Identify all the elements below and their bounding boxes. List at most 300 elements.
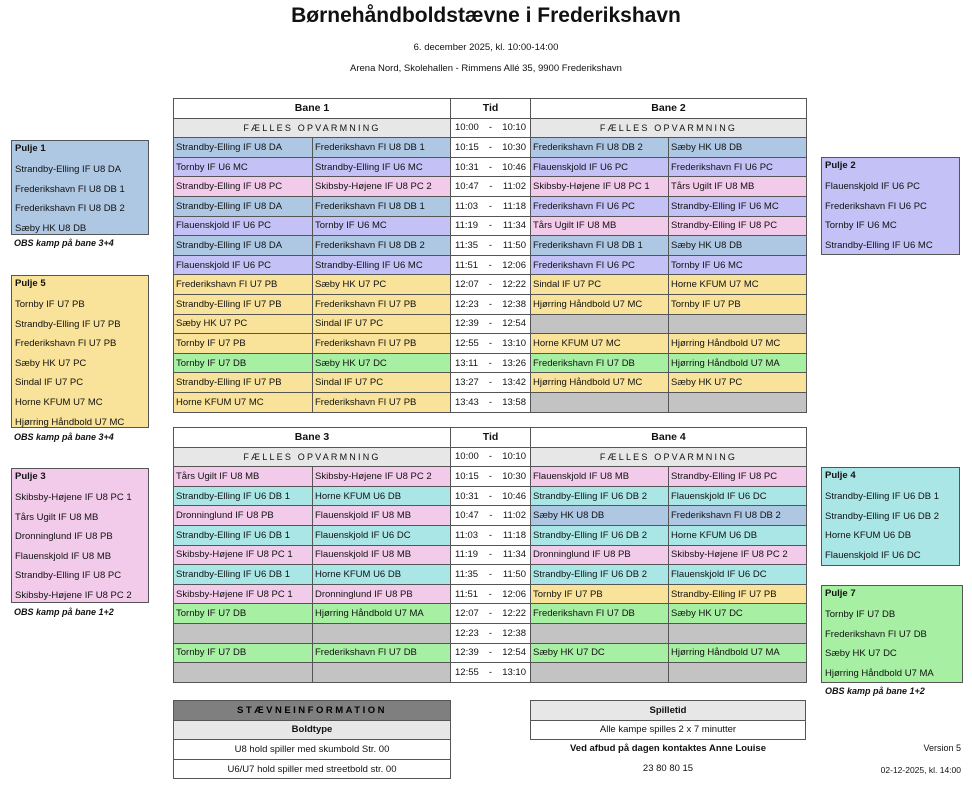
match-row [174, 314, 807, 334]
warmup-label: FÆLLES OPVARMNING [174, 447, 451, 467]
team-cell: Tornby IF U7 DB [174, 353, 313, 373]
time-start: 13:43 [455, 396, 479, 408]
pool-team: Frederikshavn FI U7 DB [825, 628, 927, 640]
team-cell: Flauenskjold IF U6 PC [531, 157, 669, 177]
time-cell [451, 157, 531, 177]
time-sep: - [488, 200, 493, 212]
event-info-table [173, 700, 451, 779]
pool-team: Strandby-Elling IF U6 MC [825, 239, 933, 251]
court-header-bane-4: Bane 4 [531, 428, 807, 448]
pool-title: Pulje 4 [825, 470, 856, 481]
schedule-table-bane-1-2 [173, 98, 807, 413]
pool-title: Pulje 2 [825, 160, 856, 171]
time-cell [451, 584, 531, 604]
time-cell [451, 643, 531, 663]
match-row [174, 486, 807, 506]
team-cell: Sindal IF U7 PC [531, 275, 669, 295]
team-cell: Skibsby-Højene IF U8 PC 1 [174, 545, 313, 565]
team-cell: Frederikshavn FI U8 DB 1 [313, 138, 451, 158]
time-end: 11:02 [502, 181, 526, 193]
team-cell: Frederikshavn FI U7 PB [313, 392, 451, 412]
time-end: 12:38 [502, 298, 526, 310]
team-cell: Tornby IF U6 MC [313, 216, 451, 236]
time-start: 10:15 [455, 470, 479, 482]
page-title: Børnehåndboldstævne i Frederikshavn [291, 4, 681, 27]
time-start: 12:39 [455, 647, 479, 659]
match-row [174, 177, 807, 197]
time-end: 11:18 [502, 529, 526, 541]
team-cell: Dronninglund IF U8 PB [174, 506, 313, 526]
team-cell: Frederikshavn FI U6 PC [669, 157, 807, 177]
pool-team: Horne KFUM U7 MC [15, 396, 103, 408]
warmup-row [174, 447, 807, 467]
team-cell: Frederikshavn FI U7 DB [531, 604, 669, 624]
team-cell: Hjørring Håndbold U7 MC [531, 294, 669, 314]
pool-team: Strandby-Elling IF U6 DB 1 [825, 491, 940, 502]
warmup-time [451, 447, 531, 467]
match-row [174, 467, 807, 487]
time-start: 11:03 [455, 200, 479, 212]
team-cell: Sæby HK U8 DB [531, 506, 669, 526]
time-start: 12:07 [455, 279, 479, 291]
team-cell: Dronninglund IF U8 PB [313, 584, 451, 604]
pool-box-pulje-2 [821, 157, 960, 255]
pool-title: Pulje 7 [825, 588, 856, 599]
play-time-table [530, 700, 806, 740]
time-sep: - [488, 490, 493, 502]
time-start: 11:51 [455, 588, 479, 600]
time-cell [451, 545, 531, 565]
pool-team: Strandby-Elling IF U8 PC [15, 570, 122, 582]
time-cell [451, 506, 531, 526]
match-row [174, 275, 807, 295]
pool-team: Flauenskjold IF U6 PC [825, 181, 921, 192]
time-end: 11:50 [502, 239, 526, 251]
time-sep: - [488, 298, 493, 310]
team-cell: Sæby HK U7 PC [669, 373, 807, 393]
pool-team: Skibsby-Højene IF U8 PC 2 [15, 589, 132, 601]
event-date: 6. december 2025, kl. 10:00-14:00 [413, 42, 559, 53]
team-cell: Sæby HK U7 DC [669, 604, 807, 624]
team-cell: Strandby-Elling IF U8 PC [669, 216, 807, 236]
pool-title: Pulje 3 [15, 471, 46, 482]
time-end: 10:46 [502, 490, 526, 502]
court-header-bane-3: Bane 3 [174, 428, 451, 448]
team-cell [174, 623, 313, 643]
time-cell [451, 196, 531, 216]
team-cell: Tornby IF U7 DB [174, 604, 313, 624]
pool-title: Pulje 5 [15, 278, 46, 289]
team-cell: Flauenskjold IF U6 DC [313, 525, 451, 545]
pool-team: Strandby-Elling IF U8 DA [15, 164, 122, 175]
team-cell: Frederikshavn FI U7 PB [174, 275, 313, 295]
version-label: Version 5 [923, 743, 961, 753]
time-cell [451, 565, 531, 585]
team-cell [531, 314, 669, 334]
team-cell: Horne KFUM U6 DB [669, 525, 807, 545]
play-time-header: Spilletid [531, 701, 806, 721]
team-cell: Strandby-Elling IF U7 PB [174, 373, 313, 393]
team-cell: Strandby-Elling IF U6 MC [313, 157, 451, 177]
time-start: 12:55 [455, 666, 479, 678]
pool-team: Frederikshavn FI U8 DB 1 [15, 183, 125, 195]
team-cell: Strandby-Elling IF U6 DB 2 [531, 525, 669, 545]
pool-title: Pulje 1 [15, 143, 46, 154]
time-sep: - [488, 357, 492, 369]
team-cell: Sæby HK U8 DB [669, 236, 807, 256]
contact-text: Ved afbud på dagen kontaktes Anne Louise [569, 743, 767, 754]
time-start: 11:35 [455, 239, 479, 251]
pool-team: Strandby-Elling IF U6 DB 2 [825, 510, 940, 522]
time-start: 11:19 [455, 549, 479, 561]
time-sep: - [488, 647, 493, 659]
pool-team: Tornby IF U6 MC [825, 220, 897, 232]
team-cell: Strandby-Elling IF U6 DB 1 [174, 525, 313, 545]
time-cell [451, 216, 531, 236]
team-cell: Strandby-Elling IF U8 DA [174, 138, 313, 158]
team-cell: Horne KFUM U7 MC [174, 392, 313, 412]
team-cell: Flauenskjold IF U6 PC [174, 216, 313, 236]
time-end: 11:50 [502, 568, 526, 580]
pool-note-pulje-7: OBS kamp på bane 1+2 [825, 686, 925, 696]
team-cell: Hjørring Håndbold U7 MA [669, 643, 807, 663]
team-cell: Strandby-Elling IF U7 PB [669, 584, 807, 604]
time-end: 13:42 [502, 377, 526, 389]
time-end: 12:54 [502, 318, 526, 330]
pool-team: Sæby HK U7 PC [15, 357, 87, 369]
pool-team: Frederikshavn FI U6 PC [825, 200, 927, 212]
team-cell: Strandby-Elling IF U6 DB 1 [174, 486, 313, 506]
pool-team: Frederikshavn FI U7 PB [15, 338, 117, 350]
pool-team: Tornby IF U7 PB [15, 299, 85, 310]
time-start: 12:23 [455, 627, 479, 639]
team-cell [531, 623, 669, 643]
team-cell: Strandby-Elling IF U6 MC [313, 255, 451, 275]
match-row [174, 545, 807, 565]
time-sep: - [488, 377, 493, 389]
time-end: 12:06 [502, 588, 526, 600]
match-row [174, 353, 807, 373]
team-cell: Horne KFUM U7 MC [531, 334, 669, 354]
time-cell [451, 604, 531, 624]
time-cell [451, 467, 531, 487]
team-cell: Flauenskjold IF U8 MB [313, 506, 451, 526]
team-cell: Horne KFUM U6 DB [313, 565, 451, 585]
team-cell: Frederikshavn FI U8 DB 1 [313, 196, 451, 216]
team-cell [669, 314, 807, 334]
pool-team: Horne KFUM U6 DB [825, 530, 912, 542]
contact-phone: 23 80 80 15 [642, 763, 694, 774]
time-sep: - [488, 549, 493, 561]
pool-box-pulje-4 [821, 467, 960, 566]
team-cell: Skibsby-Højene IF U8 PC 1 [174, 584, 313, 604]
time-cell [451, 314, 531, 334]
team-cell: Frederikshavn FI U6 PC [531, 196, 669, 216]
time-sep: - [488, 627, 493, 639]
team-cell: Frederikshavn FI U7 DB [313, 643, 451, 663]
time-start: 11:35 [455, 568, 479, 580]
schedule-header-row [174, 428, 807, 448]
team-cell: Skibsby-Højene IF U8 PC 1 [531, 177, 669, 197]
time-end: 13:10 [502, 666, 526, 678]
time-cell [451, 294, 531, 314]
match-row [174, 604, 807, 624]
time-sep: - [488, 161, 493, 173]
team-cell [531, 663, 669, 683]
time-end: 13:58 [502, 396, 526, 408]
time-end: 10:30 [502, 141, 526, 153]
match-row [174, 236, 807, 256]
time-end: 11:02 [502, 510, 526, 522]
team-cell: Frederikshavn FI U8 DB 2 [669, 506, 807, 526]
time-end: 11:18 [502, 200, 526, 212]
team-cell: Flauenskjold IF U6 PC [174, 255, 313, 275]
pool-note-pulje-3: OBS kamp på bane 1+2 [14, 607, 114, 617]
time-sep: - [488, 451, 493, 463]
ball-type-line: U6/U7 hold spiller med streetbold str. 00 [174, 759, 451, 779]
time-sep: - [488, 568, 493, 580]
team-cell: Tårs Ugilt IF U8 MB [531, 216, 669, 236]
time-cell [451, 486, 531, 506]
time-end: 10:10 [502, 122, 526, 134]
schedule-table-bane-3-4 [173, 427, 807, 683]
team-cell: Flauenskjold IF U8 MB [531, 467, 669, 487]
team-cell: Tornby IF U7 PB [174, 334, 313, 354]
team-cell: Tornby IF U7 DB [174, 643, 313, 663]
team-cell: Skibsby-Højene IF U8 PC 2 [313, 467, 451, 487]
time-cell [451, 138, 531, 158]
team-cell: Flauenskjold IF U6 DC [669, 486, 807, 506]
time-sep: - [488, 588, 492, 600]
match-row [174, 643, 807, 663]
team-cell: Flauenskjold IF U8 MB [313, 545, 451, 565]
time-sep: - [488, 666, 493, 678]
time-start: 10:00 [455, 122, 479, 134]
team-cell: Sæby HK U7 PC [174, 314, 313, 334]
team-cell: Frederikshavn FI U7 DB [531, 353, 669, 373]
time-sep: - [488, 318, 493, 330]
team-cell: Sæby HK U7 DC [313, 353, 451, 373]
time-start: 13:11 [455, 357, 479, 369]
match-row [174, 392, 807, 412]
time-sep: - [488, 608, 493, 620]
team-cell: Horne KFUM U7 MC [669, 275, 807, 295]
time-end: 11:34 [502, 220, 526, 232]
time-start: 12:39 [455, 318, 479, 330]
team-cell [313, 623, 451, 643]
team-cell: Dronninglund IF U8 PB [531, 545, 669, 565]
pool-team: Strandby-Elling IF U7 PB [15, 318, 121, 330]
warmup-label: FÆLLES OPVARMNING [174, 118, 451, 138]
time-sep: - [488, 122, 493, 134]
team-cell: Strandby-Elling IF U8 DA [174, 196, 313, 216]
team-cell: Strandby-Elling IF U6 DB 2 [531, 565, 669, 585]
team-cell [669, 392, 807, 412]
time-header: Tid [451, 99, 531, 119]
time-start: 10:31 [455, 490, 479, 502]
time-start: 10:31 [455, 161, 479, 173]
team-cell: Horne KFUM U6 DB [313, 486, 451, 506]
time-sep: - [488, 529, 493, 541]
time-cell [451, 334, 531, 354]
pool-team: Skibsby-Højene IF U8 PC 1 [15, 492, 132, 503]
team-cell: Tornby IF U6 MC [174, 157, 313, 177]
time-header: Tid [451, 428, 531, 448]
time-start: 12:23 [455, 298, 479, 310]
team-cell: Tornby IF U7 PB [531, 584, 669, 604]
pool-team: Hjørring Håndbold U7 MA [825, 667, 934, 679]
match-row [174, 584, 807, 604]
team-cell: Frederikshavn FI U6 PC [531, 255, 669, 275]
team-cell: Hjørring Håndbold U7 MC [531, 373, 669, 393]
time-end: 12:22 [502, 279, 526, 291]
warmup-row [174, 118, 807, 138]
team-cell: Strandby-Elling IF U6 DB 1 [174, 565, 313, 585]
time-sep: - [488, 259, 492, 271]
match-row [174, 138, 807, 158]
match-row [174, 157, 807, 177]
pool-box-pulje-5 [11, 275, 149, 428]
pool-team: Flauenskjold IF U6 DC [825, 549, 921, 561]
time-start: 12:07 [455, 608, 479, 620]
pool-team: Sindal IF U7 PC [15, 377, 84, 389]
time-sep: - [488, 396, 493, 408]
match-row [174, 373, 807, 393]
time-end: 12:06 [502, 259, 526, 271]
team-cell: Frederikshavn FI U7 PB [313, 294, 451, 314]
team-cell: Strandby-Elling IF U6 MC [669, 196, 807, 216]
team-cell: Skibsby-Højene IF U8 PC 2 [313, 177, 451, 197]
court-header-bane-1: Bane 1 [174, 99, 451, 119]
pool-box-pulje-3 [11, 468, 149, 603]
team-cell: Sæby HK U8 DB [669, 138, 807, 158]
time-start: 11:03 [455, 529, 479, 541]
match-row [174, 255, 807, 275]
pool-team: Sæby HK U7 DC [825, 648, 897, 660]
event-info-title: STÆVNEINFORMATION [174, 701, 451, 721]
time-cell [451, 236, 531, 256]
time-end: 11:34 [502, 549, 526, 561]
time-cell [451, 255, 531, 275]
time-sep: - [488, 239, 493, 251]
match-row [174, 216, 807, 236]
time-end: 13:10 [502, 337, 526, 349]
team-cell: Hjørring Håndbold U7 MA [313, 604, 451, 624]
time-start: 11:51 [455, 259, 479, 271]
warmup-label: FÆLLES OPVARMNING [531, 447, 807, 467]
team-cell [313, 663, 451, 683]
match-row [174, 623, 807, 643]
team-cell: Frederikshavn FI U7 PB [313, 334, 451, 354]
match-row [174, 294, 807, 314]
warmup-time [451, 118, 531, 138]
time-start: 11:19 [455, 220, 479, 232]
time-sep: - [489, 181, 493, 193]
time-cell [451, 177, 531, 197]
pool-team: Tårs Ugilt IF U8 MB [15, 511, 99, 523]
time-start: 10:00 [455, 451, 479, 463]
team-cell: Sindal IF U7 PC [313, 314, 451, 334]
match-row [174, 196, 807, 216]
play-time-text: Alle kampe spilles 2 x 7 minutter [531, 720, 806, 740]
time-end: 12:38 [502, 627, 526, 639]
team-cell: Hjørring Håndbold U7 MA [669, 353, 807, 373]
updated-timestamp: 02-12-2025, kl. 14:00 [880, 765, 961, 775]
time-sep: - [488, 220, 493, 232]
time-start: 12:55 [455, 337, 479, 349]
team-cell: Flauenskjold IF U6 DC [669, 565, 807, 585]
match-row [174, 663, 807, 683]
pool-note-pulje-5: OBS kamp på bane 3+4 [14, 432, 114, 442]
team-cell: Hjørring Håndbold U7 MC [669, 334, 807, 354]
team-cell: Strandby-Elling IF U7 PB [174, 294, 313, 314]
team-cell: Skibsby-Højene IF U8 PC 2 [669, 545, 807, 565]
match-row [174, 565, 807, 585]
team-cell: Sæby HK U7 DC [531, 643, 669, 663]
team-cell: Frederikshavn FI U8 DB 2 [531, 138, 669, 158]
time-start: 10:47 [455, 181, 479, 193]
time-start: 10:47 [455, 510, 479, 522]
time-cell [451, 275, 531, 295]
team-cell: Strandby-Elling IF U8 PC [174, 177, 313, 197]
time-sep: - [488, 470, 493, 482]
team-cell: Frederikshavn FI U8 DB 1 [531, 236, 669, 256]
team-cell: Tårs Ugilt IF U8 MB [669, 177, 807, 197]
team-cell: Sindal IF U7 PC [313, 373, 451, 393]
match-row [174, 334, 807, 354]
team-cell: Sæby HK U7 PC [313, 275, 451, 295]
pool-box-pulje-7 [821, 585, 963, 683]
pool-team: Tornby IF U7 DB [825, 609, 896, 620]
time-end: 10:30 [502, 470, 526, 482]
team-cell: Tornby IF U7 PB [669, 294, 807, 314]
team-cell [174, 663, 313, 683]
time-start: 10:15 [455, 141, 479, 153]
time-end: 10:10 [502, 451, 526, 463]
time-sep: - [488, 279, 493, 291]
event-venue: Arena Nord, Skolehallen - Rimmens Allé 35, 9900 Frederikshavn [350, 63, 622, 74]
team-cell: Strandby-Elling IF U6 DB 2 [531, 486, 669, 506]
time-end: 13:26 [502, 357, 526, 369]
pool-team: Dronninglund IF U8 PB [15, 531, 113, 543]
team-cell [669, 663, 807, 683]
pool-team: Sæby HK U8 DB [15, 222, 87, 234]
time-cell [451, 525, 531, 545]
ball-type-header: Boldtype [174, 720, 451, 740]
team-cell [669, 623, 807, 643]
time-cell [451, 373, 531, 393]
warmup-label: FÆLLES OPVARMNING [531, 118, 807, 138]
time-end: 12:54 [502, 647, 526, 659]
time-sep: - [489, 510, 493, 522]
team-cell: Frederikshavn FI U8 DB 2 [313, 236, 451, 256]
pool-team: Flauenskjold IF U8 MB [15, 550, 112, 562]
time-end: 10:46 [502, 161, 526, 173]
team-cell: Tornby IF U6 MC [669, 255, 807, 275]
time-cell [451, 353, 531, 373]
schedule-header-row [174, 99, 807, 119]
time-sep: - [488, 141, 493, 153]
match-row [174, 525, 807, 545]
pool-team: Hjørring Håndbold U7 MC [15, 416, 125, 428]
time-end: 12:22 [502, 608, 526, 620]
team-cell: Strandby-Elling IF U8 PC [669, 467, 807, 487]
team-cell [531, 392, 669, 412]
team-cell: Tårs Ugilt IF U8 MB [174, 467, 313, 487]
time-cell [451, 392, 531, 412]
pool-box-pulje-1 [11, 140, 149, 235]
team-cell: Strandby-Elling IF U8 DA [174, 236, 313, 256]
